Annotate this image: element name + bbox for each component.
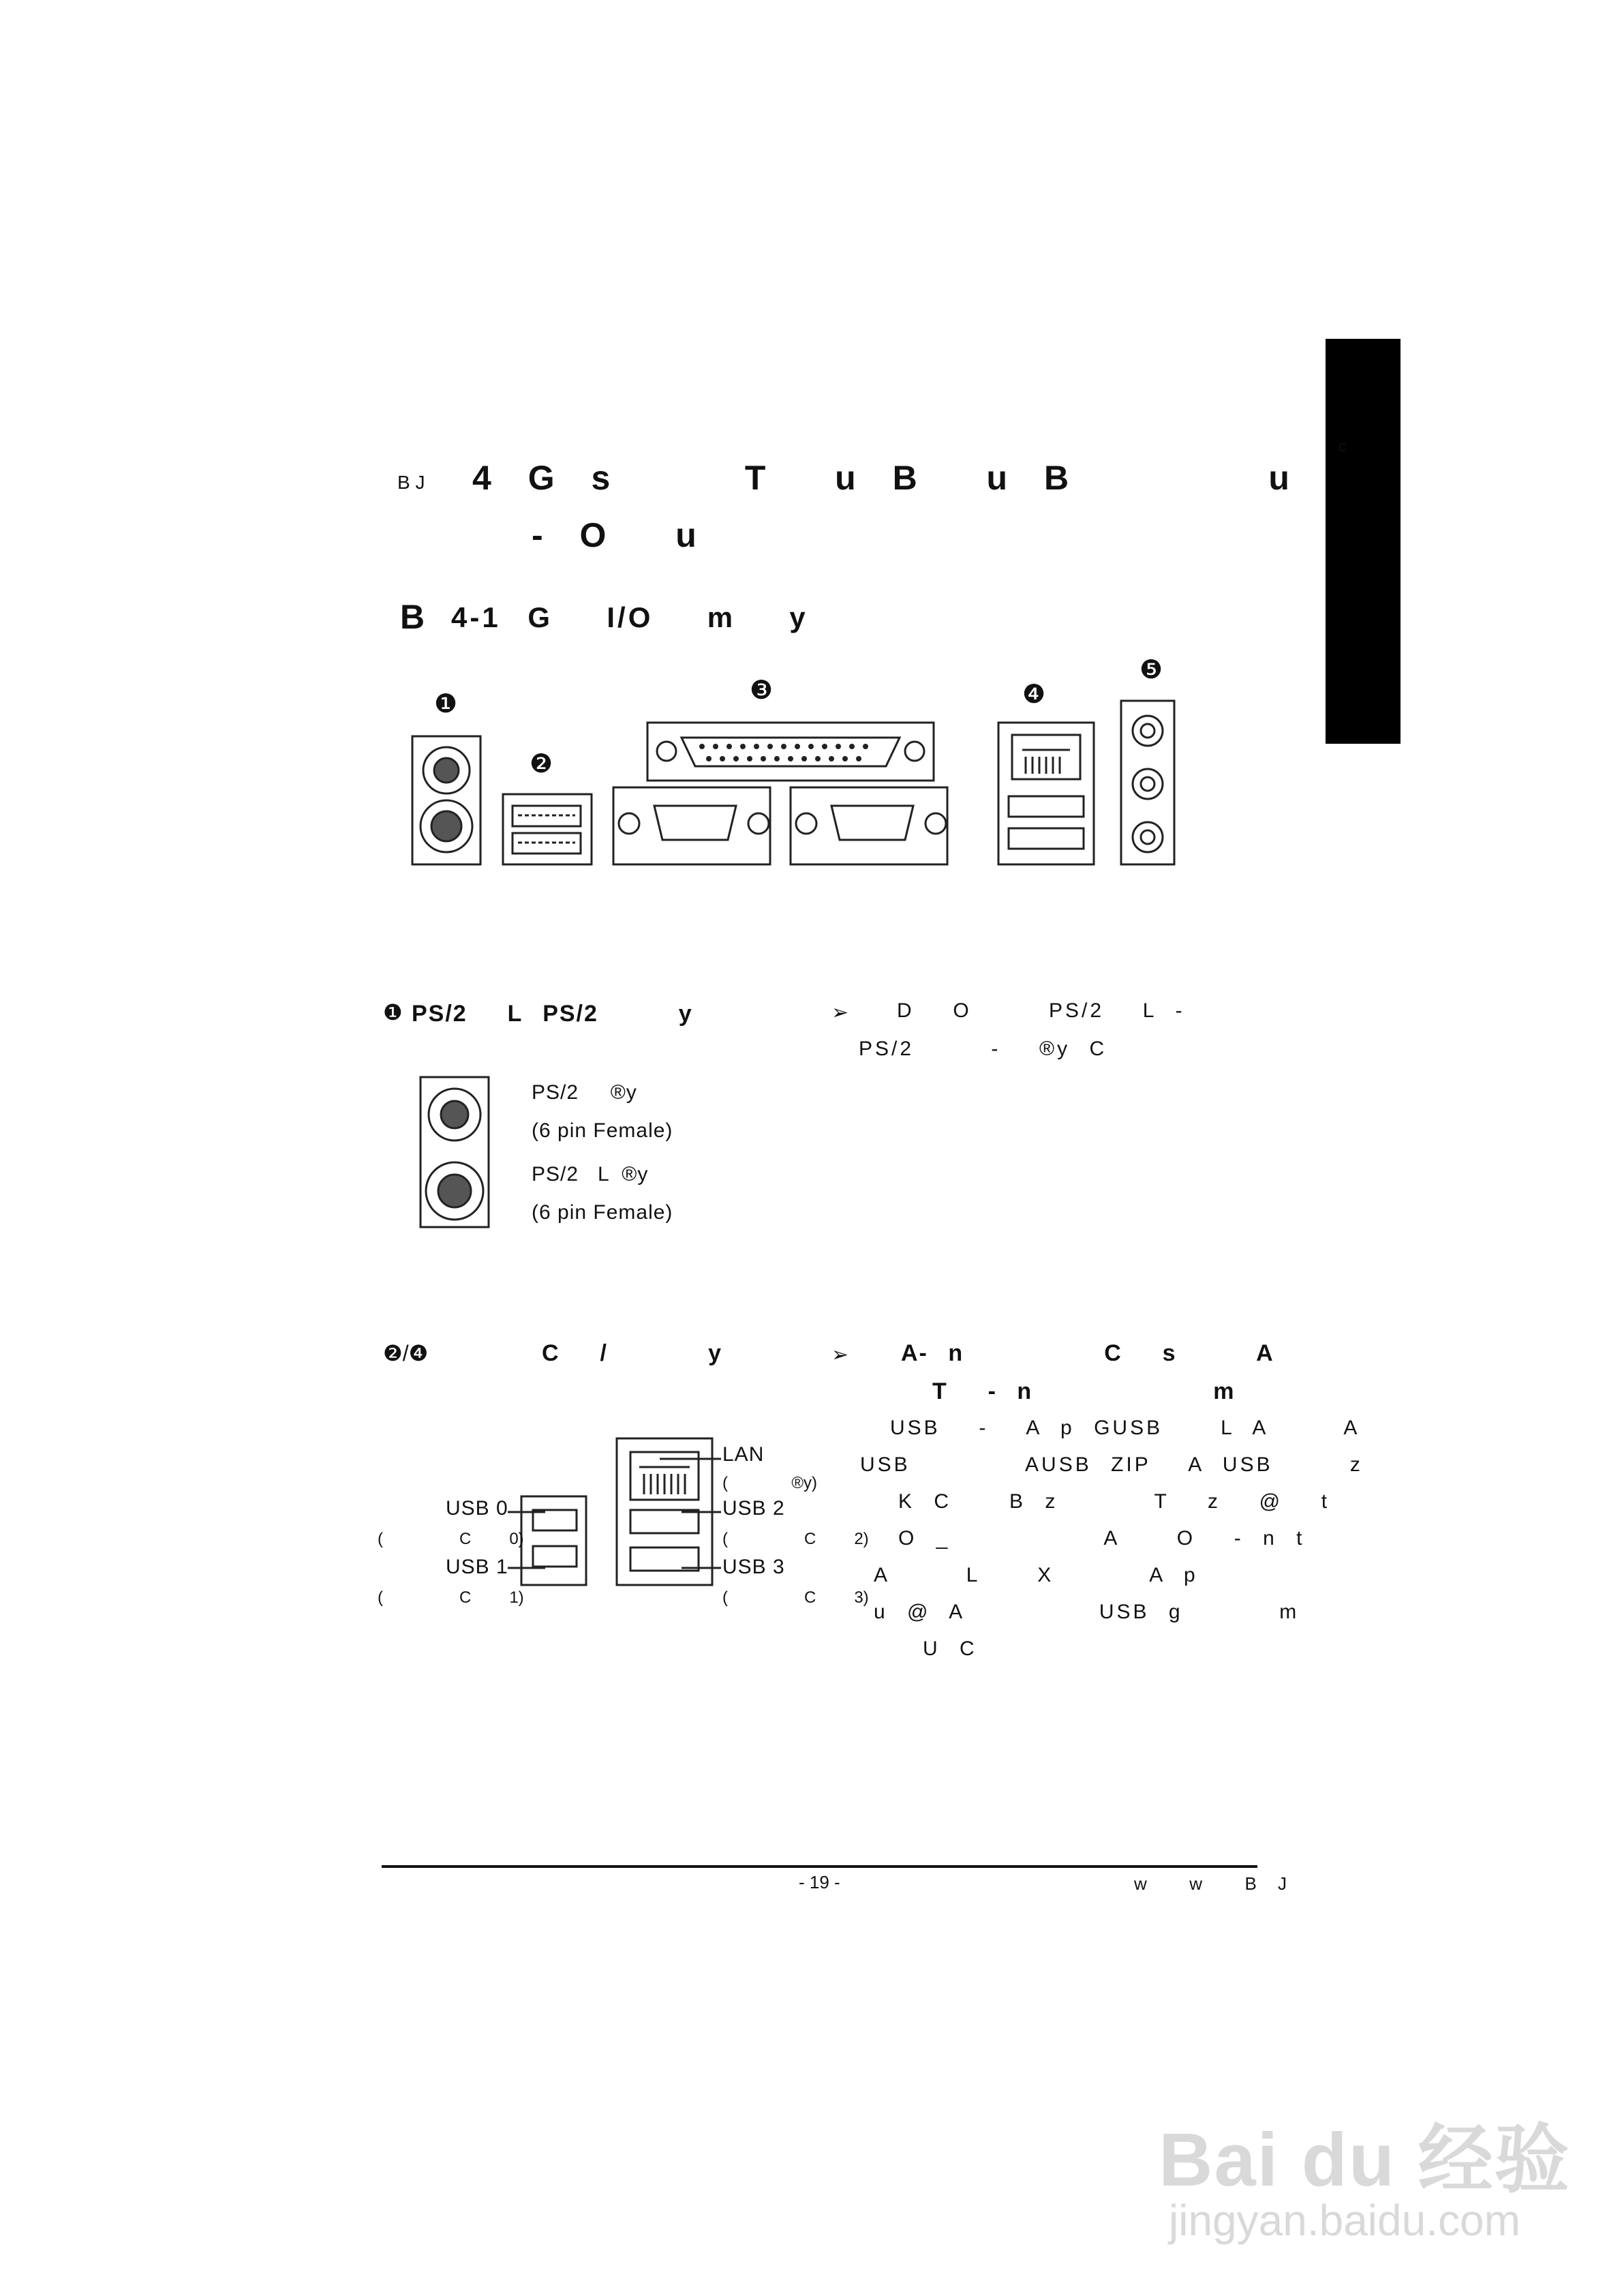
usb-note-line6: u @ A USB g m (874, 1601, 1300, 1623)
mic-jack-icon (1133, 822, 1163, 852)
heading-prefix: B J (397, 472, 425, 493)
serial-port-b-icon (791, 787, 947, 864)
usb0-label: USB 0 (446, 1497, 508, 1520)
usb-note-line2: USB AUSB ZIP A USB z (860, 1453, 1363, 1476)
audio-block (1121, 701, 1174, 864)
footer-site: w w B J (1134, 1873, 1287, 1894)
heading-line1: 4 G s T u B u B u (472, 459, 1294, 497)
parallel-port-icon (647, 723, 934, 781)
ps2-note-line1: D O PS/2 L - (897, 999, 1185, 1022)
usb-marker: ❷/❹ (383, 1341, 429, 1365)
usb2-label: USB 2 (722, 1497, 785, 1520)
baidu-watermark-url: jingyan.baidu.com (1169, 2196, 1520, 2245)
usb-note-line4: O _ A O - n t (898, 1527, 1305, 1550)
usb2-sublabel: ( C 2) (722, 1530, 869, 1548)
marker-3: ❸ (750, 676, 774, 705)
usb-note-title2: T - n m (932, 1378, 1236, 1404)
line-in-jack-icon (1133, 769, 1163, 799)
ps2-keyboard-label: PS/2 ®y (532, 1081, 637, 1104)
usb-note-line1: USB - A p GUSB L A A (890, 1417, 1360, 1439)
ps2-note-line2: PS/2 - ®y C (859, 1038, 1107, 1060)
usb2-port-icon (630, 1510, 699, 1533)
chapter-tab (1326, 339, 1401, 744)
marker-1: ❶ (434, 690, 458, 719)
heading-line2: - O u (532, 516, 701, 554)
figure-title-b: B (400, 598, 428, 636)
usb3-sublabel: ( C 3) (722, 1588, 869, 1607)
ps2-marker: ❶ (383, 1000, 403, 1025)
usb-note-line3: K C B z T z @ t (898, 1490, 1330, 1513)
baidu-watermark-logo: Bai du 经验 (1159, 2118, 1571, 2202)
ps2-keyboard-pins: (6 pin Female) (532, 1119, 673, 1142)
chapter-letter: c (1338, 438, 1346, 455)
marker-5: ❺ (1139, 656, 1163, 684)
lan-label: LAN (722, 1443, 765, 1466)
marker-2: ❷ (530, 750, 553, 779)
usb0-sublabel: ( C 0) (378, 1530, 524, 1548)
usb-note-line7: U C (923, 1637, 977, 1660)
page-number: - 19 - (799, 1872, 840, 1892)
marker-4: ❹ (1022, 680, 1046, 709)
ps2-title: PS/2 L PS/2 y (412, 1001, 693, 1027)
lan-sublabel: ( ®y) (722, 1474, 818, 1492)
ps2-mouse-pins: (6 pin Female) (532, 1201, 673, 1224)
io-panel-figure (382, 648, 1199, 907)
usb-connector-figure (382, 1425, 763, 1602)
usb-note-arrow: ➢ (831, 1344, 849, 1366)
usb1-port-icon (533, 1546, 577, 1567)
usb-note-line5: A L X A p (874, 1564, 1198, 1586)
footer-rule (382, 1865, 1257, 1868)
usb1-sublabel: ( C 1) (378, 1588, 524, 1607)
usb3-label: USB 3 (722, 1556, 785, 1578)
serial-port-a-icon (613, 787, 770, 864)
ps2-mouse-label: PS/2 L ®y (532, 1163, 649, 1185)
usb-note-title1: A- n C s A (901, 1340, 1274, 1366)
usb-title: C / y (542, 1340, 723, 1366)
ps2-connector-figure (417, 1074, 492, 1230)
figure-title: 4-1 G I/O m y (451, 601, 808, 633)
ps2-note-arrow: ➢ (831, 1001, 849, 1024)
line-out-jack-icon (1133, 716, 1163, 746)
usb1-label: USB 1 (446, 1556, 508, 1578)
